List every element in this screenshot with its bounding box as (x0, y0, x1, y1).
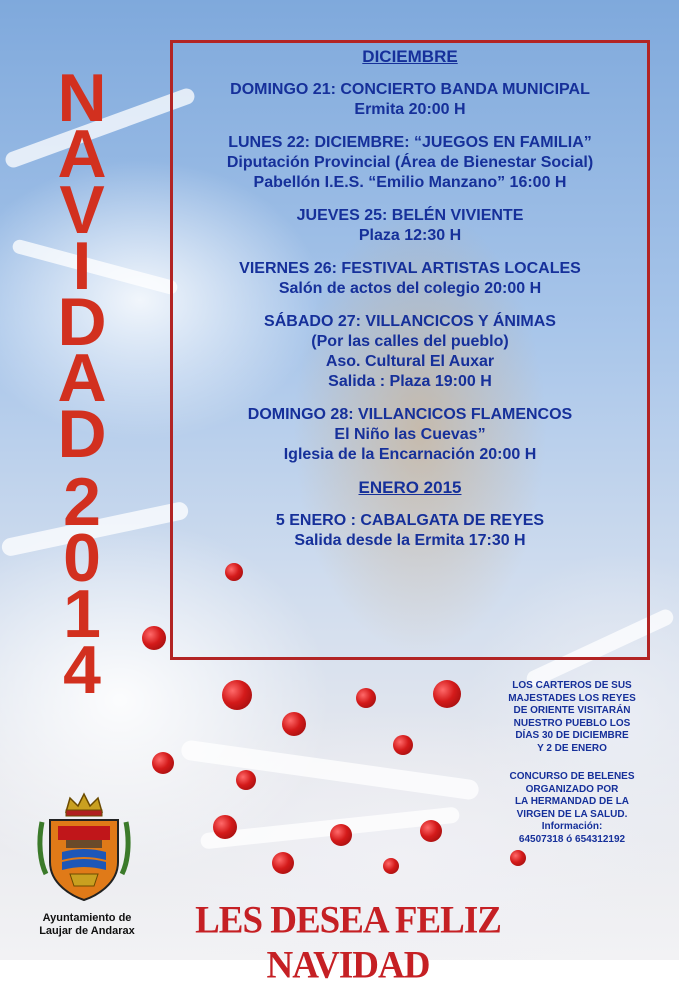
coat-of-arms-icon (36, 792, 132, 902)
notice-line: ORGANIZADO POR (525, 783, 619, 795)
red-bauble (383, 858, 399, 874)
program-line: JUEVES 25: BELÉN VIVIENTE (296, 207, 524, 224)
title-letter: I (72, 228, 92, 304)
program-line: Salida desde la Ermita 17:30 H (294, 532, 526, 549)
program-spacer (173, 299, 647, 312)
program-spacer (173, 193, 647, 206)
title-letter: D (57, 396, 107, 472)
program-line: LUNES 22: DICIEMBRE: “JUEGOS EN FAMILIA” (228, 134, 592, 151)
red-bauble (393, 735, 413, 755)
navidad-2014-vertical-title (54, 60, 110, 708)
belenes-contest-notice (494, 771, 650, 846)
red-bauble (433, 680, 461, 708)
program-spacer (173, 392, 647, 405)
title-letter: 1 (63, 576, 101, 652)
program-spacer (173, 246, 647, 259)
notice-line: CONCURSO DE BELENES (509, 771, 635, 782)
notice-line: LA HERMANDAD DE LA (514, 796, 630, 807)
program-spacer (173, 498, 647, 511)
program-line: Aso. Cultural El Auxar (325, 353, 495, 370)
program-line: El Niño las Cuevas” (334, 426, 486, 443)
red-bauble (272, 852, 294, 874)
title-letter: V (59, 172, 105, 248)
red-bauble (222, 680, 252, 710)
footer-greeting: LES DESEA FELIZ NAVIDAD (195, 898, 501, 988)
notice-line: VIRGEN DE LA SALUD. (516, 808, 628, 820)
program-list (173, 47, 647, 551)
program-line: Salón de actos del colegio 20:00 H (278, 280, 542, 297)
notice-line: MAJESTADES LOS REYES (508, 692, 636, 704)
red-bauble (152, 752, 174, 774)
crest-caption (28, 912, 146, 938)
program-line: DOMINGO 21: CONCIERTO BANDA MUNICIPAL (230, 81, 590, 98)
red-bauble (282, 712, 306, 736)
title-letter: A (57, 116, 107, 192)
program-line: 5 ENERO : CABALGATA DE REYES (275, 512, 545, 529)
red-bauble (213, 815, 237, 839)
red-bauble (225, 563, 243, 581)
notice-line: Y 2 DE ENERO (537, 742, 607, 754)
program-line: SÁBADO 27: VILLANCICOS Y ÁNIMAS (264, 313, 556, 330)
red-bauble (236, 770, 256, 790)
notice-line: NUESTRO PUEBLO LOS (513, 717, 631, 729)
title-letter: D (57, 284, 107, 360)
program-line: DOMINGO 28: VILLANCICOS FLAMENCOS (247, 406, 573, 423)
red-bauble (420, 820, 442, 842)
snow-branch (180, 739, 480, 801)
program-line: Pabellón I.E.S. “Emilio Manzano” 16:00 H (253, 174, 567, 191)
program-line: Plaza 12:30 H (358, 227, 462, 244)
program-line: Salida : Plaza 19:00 H (328, 373, 492, 390)
notice-line: LOS CARTEROS DE SUS (512, 680, 632, 691)
title-letter: 4 (63, 632, 101, 708)
month-heading: DICIEMBRE (362, 47, 458, 66)
red-bauble (330, 824, 352, 846)
crest-caption-line: Ayuntamiento de (42, 912, 132, 924)
notice-line: DE ORIENTE VISITARÁN (513, 705, 631, 716)
side-notes (494, 680, 650, 862)
program-line: (Por las calles del pueblo) (311, 333, 509, 350)
program-line: Diputación Provincial (Área de Bienestar Social) (226, 154, 594, 171)
notice-line: 64507318 ó 654312192 (518, 833, 626, 845)
red-bauble (142, 626, 166, 650)
crest-caption-line: Laujar de Andarax (39, 925, 135, 937)
reyes-notice (494, 680, 650, 755)
program-spacer (173, 67, 647, 80)
title-letter: 2 (63, 464, 101, 540)
program-spacer (173, 465, 647, 478)
program-line: VIERNES 26: FESTIVAL ARTISTAS LOCALES (239, 260, 581, 277)
month-heading: ENERO 2015 (358, 478, 462, 497)
red-bauble (356, 688, 376, 708)
title-letter: A (57, 340, 107, 416)
program-line: Ermita 20:00 H (354, 101, 466, 118)
program-spacer (173, 120, 647, 133)
notice-line: DÍAS 30 DE DICIEMBRE (515, 730, 629, 741)
notice-line: Información: (541, 821, 603, 832)
title-letter: N (57, 60, 107, 136)
title-letter: 0 (63, 520, 101, 596)
program-line: Iglesia de la Encarnación 20:00 H (283, 446, 537, 463)
